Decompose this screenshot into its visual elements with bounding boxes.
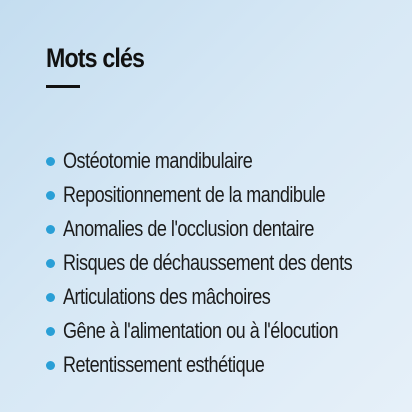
keyword-item	[46, 314, 412, 348]
panel-title: Mots clés	[46, 43, 145, 73]
keyword-list	[46, 144, 412, 382]
keyword-text: Ostéotomie mandibulaire	[63, 148, 253, 173]
keyword-item	[46, 280, 412, 314]
keyword-item	[46, 144, 412, 178]
keyword-item	[46, 212, 412, 246]
bullet-icon	[46, 293, 55, 302]
keyword-text: Gêne à l'alimentation ou à l'élocution	[63, 318, 339, 343]
keyword-text: Articulations des mâchoires	[63, 284, 271, 309]
keyword-item	[46, 246, 412, 280]
bullet-icon	[46, 157, 55, 166]
keyword-text: Retentissement esthétique	[63, 352, 265, 377]
keyword-text: Anomalies de l'occlusion dentaire	[63, 216, 314, 241]
bullet-icon	[46, 327, 55, 336]
bullet-icon	[46, 259, 55, 268]
keyword-text: Risques de déchaussement des dents	[63, 250, 353, 275]
bullet-icon	[46, 191, 55, 200]
bullet-icon	[46, 361, 55, 370]
keyword-item	[46, 348, 412, 382]
keyword-item	[46, 178, 412, 212]
bullet-icon	[46, 225, 55, 234]
title-underline	[46, 85, 80, 88]
keyword-text: Repositionnement de la mandibule	[63, 182, 326, 207]
